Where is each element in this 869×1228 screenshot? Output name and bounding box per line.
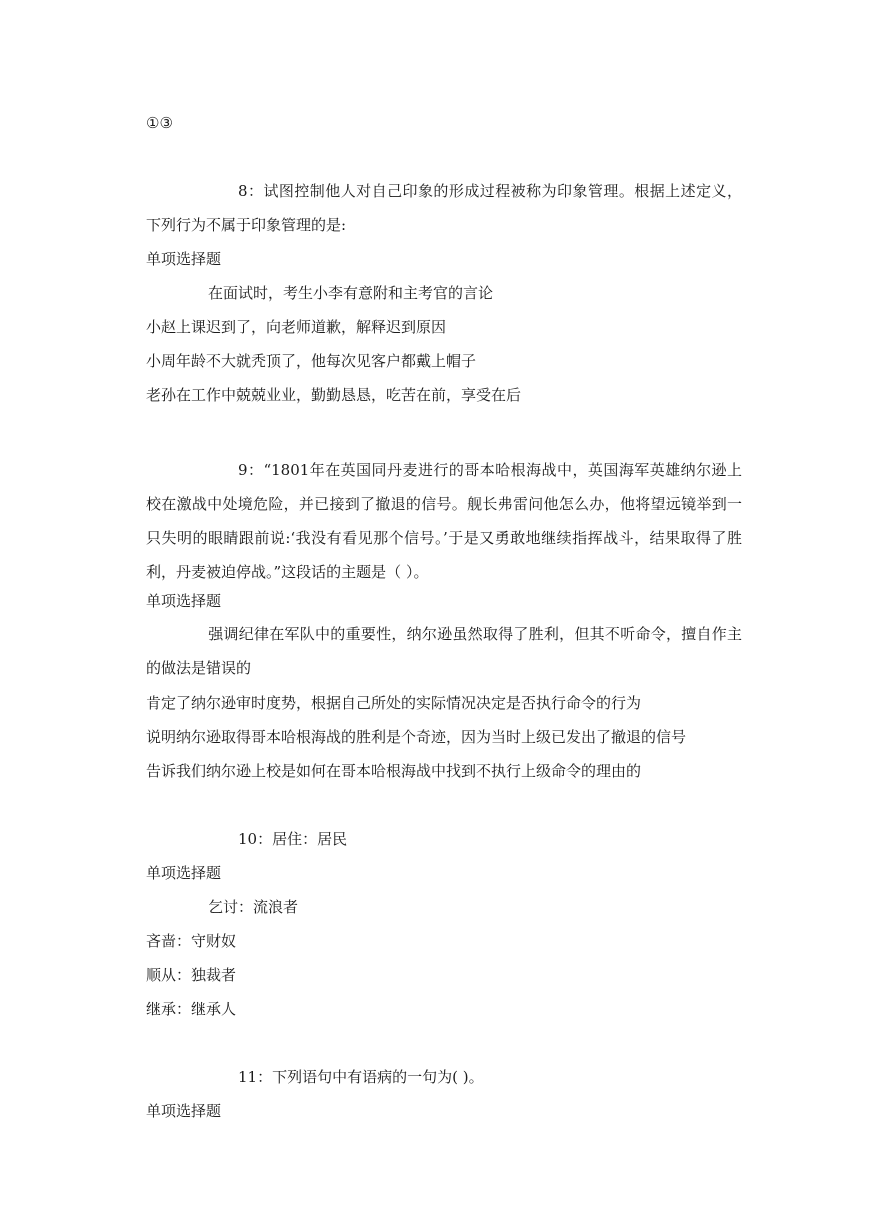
option-text: 说明纳尔逊取得哥本哈根海战的胜利是个奇迹，因为当时上级已发出了撤退的信号 bbox=[146, 728, 687, 746]
question-type-label: 单项选择题 bbox=[146, 864, 222, 882]
question-text: 居住：居民 bbox=[272, 830, 348, 848]
question-11-stem bbox=[238, 1067, 484, 1087]
question-number: 11： bbox=[238, 1068, 273, 1086]
question-8-stem bbox=[146, 174, 742, 242]
option-text: 肯定了纳尔逊审时度势，根据自己所处的实际情况决定是否执行命令的行为 bbox=[146, 694, 642, 712]
previous-answer: ①③ bbox=[146, 114, 173, 132]
question-type-label: 单项选择题 bbox=[146, 1102, 222, 1120]
question-type-label: 单项选择题 bbox=[146, 592, 222, 610]
option-text: 告诉我们纳尔逊上校是如何在哥本哈根海战中找到不执行上级命令的理由的 bbox=[146, 762, 642, 780]
question-9-stem bbox=[146, 453, 742, 589]
option-text: 小周年龄不大就秃顶了，他每次见客户都戴上帽子 bbox=[146, 352, 477, 370]
option-text: 顺从：独裁者 bbox=[146, 966, 237, 984]
question-type-label: 单项选择题 bbox=[146, 250, 222, 268]
question-text: 试图控制他人对自己印象的形成过程被称为印象管理。根据上述定义，下列行为不属于印象管理的是: bbox=[146, 182, 742, 234]
question-text: “1801年在英国同丹麦进行的哥本哈根海战中，英国海军英雄纳尔逊上校在激战中处境危险，并已接到了撤退的信号。舰长弗雷问他怎么办，他将望远镜举到一只失明的眼睛跟前说:‘我没有看见那个信号。’于是又勇敢地继续指挥战斗，结果取得了胜利，丹麦被迫停战。”这段话的主题是（ ）。 bbox=[146, 461, 742, 581]
option-text-content: 强调纪律在军队中的重要性，纳尔逊虽然取得了胜利，但其不听命令，擅自作主的做法是错误的 bbox=[146, 625, 742, 677]
option-text bbox=[146, 617, 742, 685]
option-text: 乞讨：流浪者 bbox=[208, 898, 299, 916]
option-text: 在面试时，考生小李有意附和主考官的言论 bbox=[208, 284, 494, 302]
question-10-stem bbox=[238, 829, 347, 849]
question-text: 下列语句中有语病的一句为( )。 bbox=[272, 1068, 484, 1086]
question-number: 9： bbox=[238, 461, 264, 479]
option-text: 吝啬：守财奴 bbox=[146, 932, 237, 950]
question-number: 10： bbox=[238, 830, 273, 848]
option-text: 小赵上课迟到了，向老师道歉，解释迟到原因 bbox=[146, 318, 447, 336]
question-number: 8： bbox=[238, 182, 264, 200]
option-text: 继承：继承人 bbox=[146, 1000, 237, 1018]
option-text: 老孙在工作中兢兢业业，勤勤恳恳，吃苦在前，享受在后 bbox=[146, 386, 522, 404]
